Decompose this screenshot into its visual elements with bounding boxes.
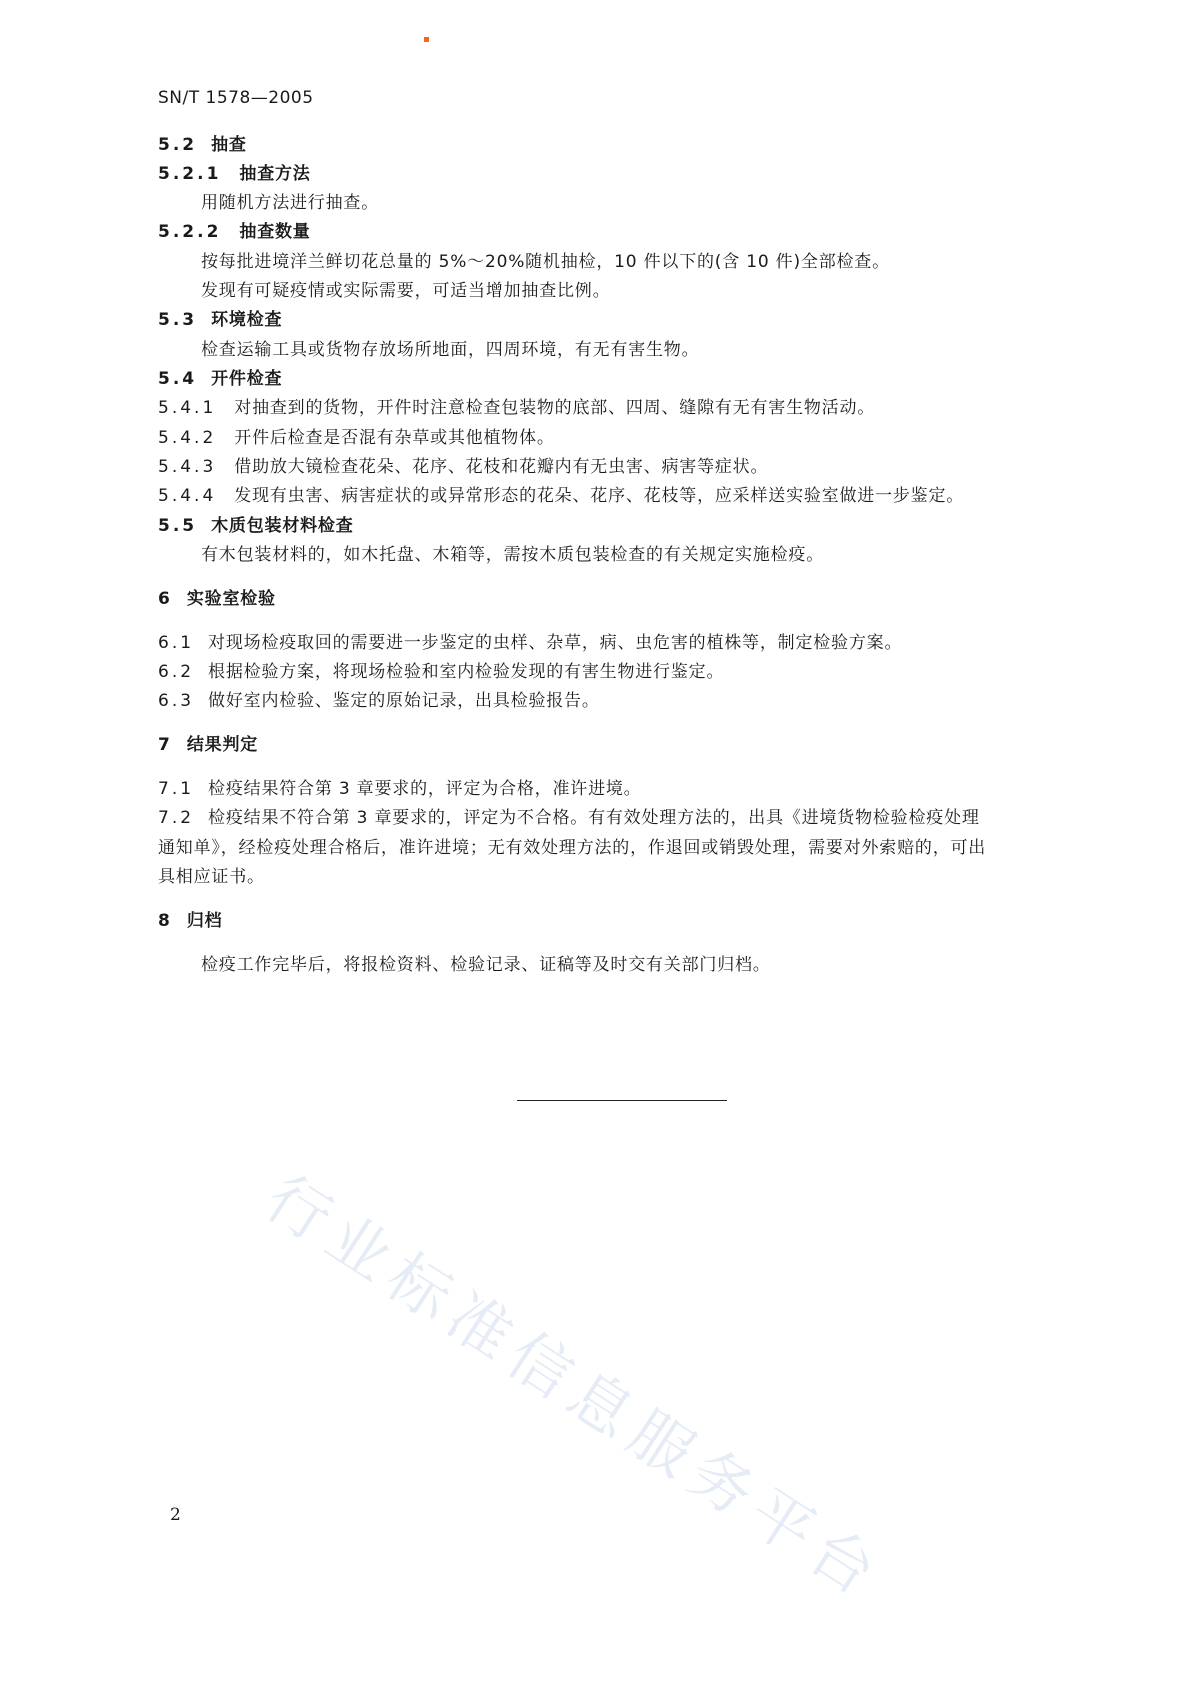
section-5-2-2-heading <box>158 221 311 243</box>
section-5-3-heading <box>158 309 282 331</box>
section-5-2-heading <box>158 134 247 156</box>
section-5-4-4 <box>158 485 964 507</box>
section-5-4-heading <box>158 368 282 390</box>
section-number: 6.2 <box>158 662 195 682</box>
section-text: 开件后检查是否混有杂草或其他植物体。 <box>234 428 555 448</box>
watermark: 行业标准信息服务平台 <box>253 1160 897 1615</box>
section-5-2-1-text: 用随机方法进行抽查。 <box>201 193 379 213</box>
section-7-2-text-line-3: 具相应证书。 <box>158 867 265 887</box>
section-title: 开件检查 <box>211 369 283 389</box>
section-5-2-1-heading <box>158 163 311 185</box>
section-number: 7 <box>158 735 173 755</box>
section-5-3-text: 检查运输工具或货物存放场所地面，四周环境，有无有害生物。 <box>201 340 700 360</box>
section-number: 5.4.2 <box>158 428 217 448</box>
document-code: SN/T 1578—2005 <box>158 88 314 108</box>
section-number: 5.4.4 <box>158 486 217 506</box>
section-6-2 <box>158 661 724 683</box>
section-8-text: 检疫工作完毕后，将报检资料、检验记录、证稿等及时交有关部门归档。 <box>201 955 771 975</box>
section-number: 5.2.1 <box>158 164 222 184</box>
end-rule <box>517 1100 727 1101</box>
orange-marker <box>424 37 429 42</box>
section-title: 归档 <box>186 911 223 931</box>
section-8-heading <box>158 910 222 932</box>
section-number: 7.2 <box>158 808 195 828</box>
section-5-2-2-text-2: 发现有可疑疫情或实际需要，可适当增加抽查比例。 <box>201 281 611 301</box>
section-text: 借助放大镜检查花朵、花序、花枝和花瓣内有无虫害、病害等症状。 <box>234 457 769 477</box>
section-title: 抽查方法 <box>239 164 311 184</box>
section-5-4-1 <box>158 397 875 419</box>
section-number: 5.2.2 <box>158 222 222 242</box>
section-6-3 <box>158 690 600 712</box>
section-5-4-2 <box>158 427 555 449</box>
section-7-heading <box>158 734 258 756</box>
section-number: 6.1 <box>158 633 195 653</box>
section-5-5-heading <box>158 515 354 537</box>
section-text: 检疫结果符合第 3 章要求的，评定为合格，准许进境。 <box>208 779 642 799</box>
section-7-2-text-line-2: 通知单》，经检疫处理合格后，准许进境；无有效处理方法的，作退回或销毁处理，需要对外索赔的，可出 <box>158 838 987 858</box>
section-number: 5.4.1 <box>158 398 217 418</box>
section-number: 8 <box>158 911 173 931</box>
section-text: 根据检验方案，将现场检验和室内检验发现的有害生物进行鉴定。 <box>208 662 725 682</box>
section-number: 5.5 <box>158 516 198 536</box>
section-6-heading <box>158 588 276 610</box>
section-5-2-2-text-1: 按每批进境洋兰鲜切花总量的 5%～20%随机抽检，10 件以下的(含 10 件)全部检查。 <box>201 252 890 272</box>
section-number: 6 <box>158 589 173 609</box>
section-number: 5.2 <box>158 135 198 155</box>
section-number: 5.4 <box>158 369 198 389</box>
section-5-5-text: 有木包装材料的，如木托盘、木箱等，需按木质包装检查的有关规定实施检疫。 <box>201 545 824 565</box>
section-text: 对现场检疫取回的需要进一步鉴定的虫样、杂草，病、虫危害的植株等，制定检验方案。 <box>208 633 903 653</box>
section-6-1 <box>158 632 902 654</box>
section-text: 发现有虫害、病害症状的或异常形态的花朵、花序、花枝等，应采样送实验室做进一步鉴定。 <box>234 486 965 506</box>
section-title: 抽查数量 <box>239 222 311 242</box>
section-7-1 <box>158 778 641 800</box>
section-text: 对抽查到的货物，开件时注意检查包装物的底部、四周、缝隙有无有害生物活动。 <box>234 398 876 418</box>
section-text: 做好室内检验、鉴定的原始记录，出具检验报告。 <box>208 691 600 711</box>
section-number: 6.3 <box>158 691 195 711</box>
section-title: 抽查 <box>211 135 247 155</box>
section-title: 环境检查 <box>211 310 283 330</box>
section-number: 7.1 <box>158 779 195 799</box>
page-number: 2 <box>170 1505 181 1525</box>
section-5-4-3 <box>158 456 768 478</box>
section-7-2 <box>158 807 980 829</box>
section-title: 结果判定 <box>186 735 259 755</box>
section-title: 木质包装材料检查 <box>211 516 354 536</box>
section-number: 5.4.3 <box>158 457 217 477</box>
section-title: 实验室检验 <box>186 589 276 609</box>
section-number: 5.3 <box>158 310 198 330</box>
section-text-line-1: 检疫结果不符合第 3 章要求的，评定为不合格。有有效处理方法的，出具《进境货物检验检疫处理 <box>208 808 980 828</box>
